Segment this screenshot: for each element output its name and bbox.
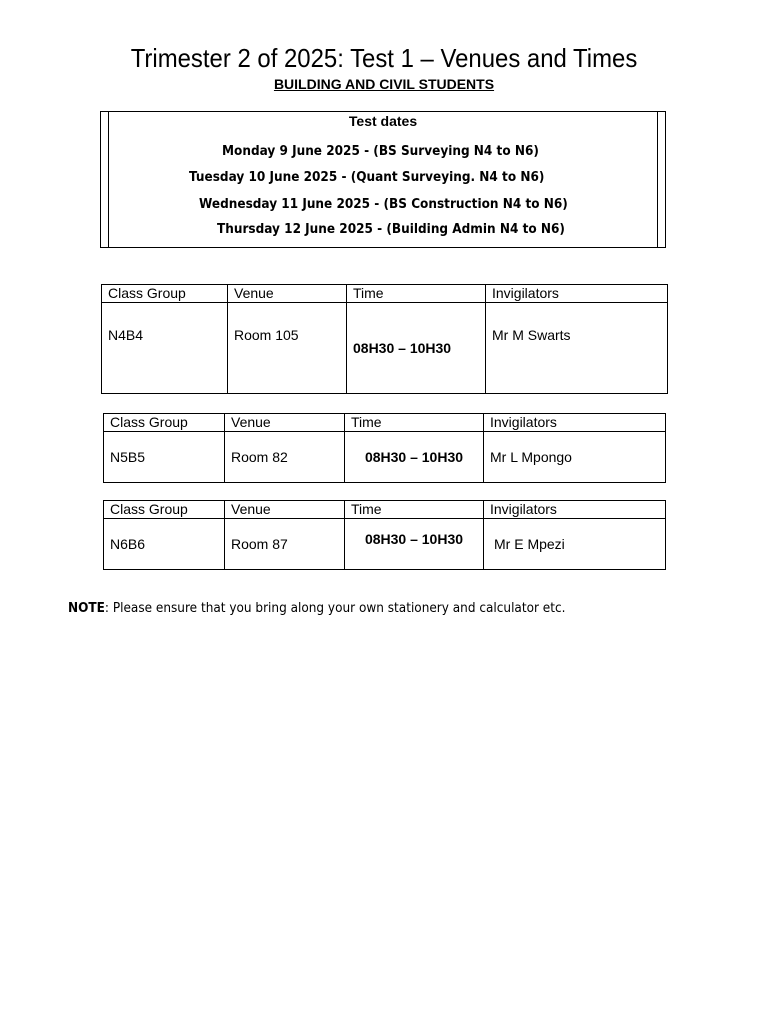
- test-date-line: Wednesday 11 June 2025 - (BS Construction N4 to N6): [199, 197, 568, 212]
- header-class-group: Class Group: [104, 414, 225, 432]
- header-venue: Venue: [228, 285, 347, 303]
- header-invigilators: Invigilators: [486, 285, 668, 303]
- header-venue: Venue: [225, 414, 345, 432]
- header-invigilators: Invigilators: [484, 501, 666, 519]
- test-date-line: Monday 9 June 2025 - (BS Surveying N4 to N6): [222, 144, 539, 159]
- venue-cell: Room 105: [228, 303, 347, 394]
- table-header-row: [104, 501, 666, 519]
- time-cell: 08H30 – 10H30: [345, 432, 484, 483]
- class-group-cell: N5B5: [104, 432, 225, 483]
- header-class-group: Class Group: [104, 501, 225, 519]
- schedule-table-n4b4: [101, 284, 668, 394]
- invigilators-cell: Mr E Mpezi: [484, 519, 666, 570]
- schedule-table-n6b6: [103, 500, 666, 570]
- invigilators-cell: Mr L Mpongo: [484, 432, 666, 483]
- class-group-cell: N6B6: [104, 519, 225, 570]
- venue-cell: Room 87: [225, 519, 345, 570]
- header-class-group: Class Group: [102, 285, 228, 303]
- table-row: [104, 519, 666, 570]
- header-venue: Venue: [225, 501, 345, 519]
- test-date-line: Tuesday 10 June 2025 - (Quant Surveying. N4 to N6): [189, 170, 545, 185]
- test-dates-box: [100, 111, 666, 248]
- test-dates-heading: Test dates: [348, 113, 418, 129]
- header-time: Time: [345, 414, 484, 432]
- time-cell: 08H30 – 10H30: [347, 303, 486, 394]
- time-cell: 08H30 – 10H30: [345, 519, 484, 570]
- table-row: [102, 303, 668, 394]
- header-time: Time: [345, 501, 484, 519]
- header-invigilators: Invigilators: [484, 414, 666, 432]
- document-title: Trimester 2 of 2025: Test 1 – Venues and Times: [130, 43, 638, 73]
- venue-cell: Room 82: [225, 432, 345, 483]
- schedule-table-n5b5: [103, 413, 666, 483]
- table-header-row: [104, 414, 666, 432]
- test-dates-inner-frame: [108, 111, 658, 248]
- table-row: [104, 432, 666, 483]
- note-label: NOTE: [68, 601, 105, 616]
- invigilators-cell: Mr M Swarts: [486, 303, 668, 394]
- table-header-row: [102, 285, 668, 303]
- header-time: Time: [347, 285, 486, 303]
- test-date-line: Thursday 12 June 2025 - (Building Admin N4 to N6): [217, 222, 565, 237]
- class-group-cell: N4B4: [102, 303, 228, 394]
- document-subtitle: BUILDING AND CIVIL STUDENTS: [273, 76, 495, 92]
- note-paragraph: [68, 601, 565, 616]
- note-text: : Please ensure that you bring along your own stationery and calculator etc.: [104, 601, 566, 616]
